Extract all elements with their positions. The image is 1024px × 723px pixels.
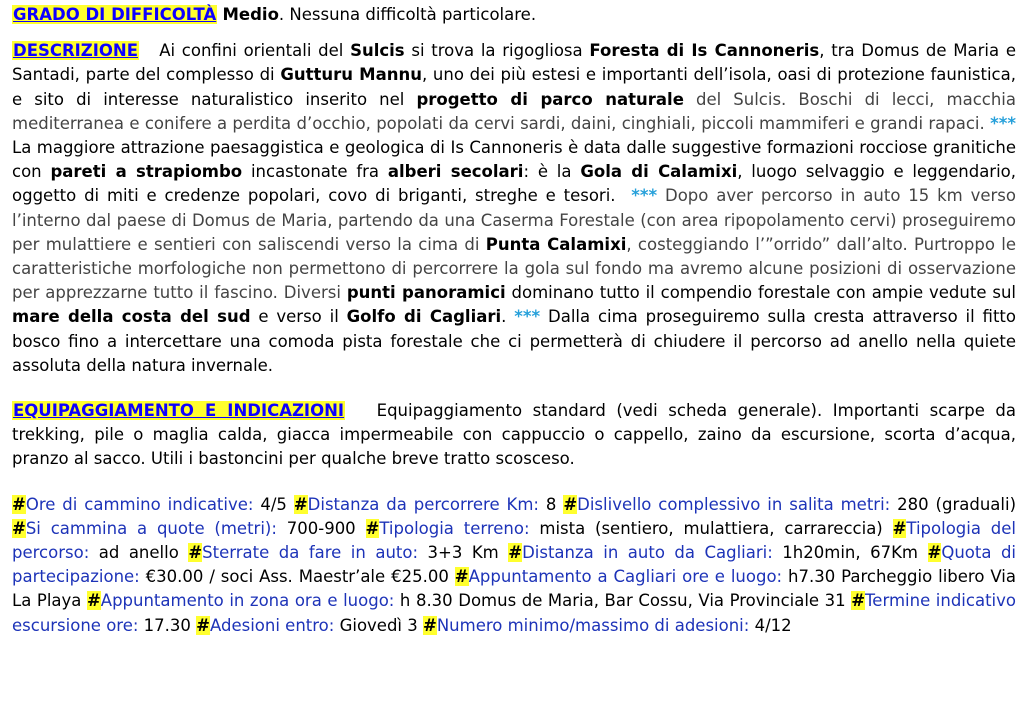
desc-text: , uno dei più estesi e importanti dell’isola, oasi di protezione faunistica, e sito di interesse naturalistico inserito nel bbox=[12, 65, 1016, 109]
info-value: 700-900 bbox=[276, 518, 366, 538]
separator-asterisks: *** bbox=[990, 113, 1017, 133]
info-value: 1h20min, 67Km bbox=[772, 543, 928, 563]
info-label: Appuntamento in zona ora e luogo: bbox=[100, 591, 395, 611]
hash-mark: # bbox=[196, 615, 210, 635]
grado-value: Medio bbox=[222, 5, 279, 24]
info-label: Termine indicativo escursione ore: bbox=[12, 591, 1016, 635]
info-label: Dislivello complessivo in salita metri: bbox=[577, 494, 891, 514]
hash-mark: # bbox=[423, 615, 437, 635]
hash-mark: # bbox=[365, 518, 380, 538]
info-value: mista (sentiero, mulattiera, carrareccia) bbox=[529, 518, 893, 538]
hash-mark: # bbox=[293, 494, 308, 514]
info-value: h 8.30 Domus de Maria, Bar Cossu, Via Provinciale 31 bbox=[394, 591, 852, 611]
info-label: Appuntamento a Cagliari ore e luogo: bbox=[468, 567, 783, 587]
desc-bold: progetto di parco naturale bbox=[416, 89, 684, 109]
document-page bbox=[12, 3, 1016, 638]
grado-paragraph bbox=[12, 3, 1016, 27]
hash-mark: # bbox=[454, 567, 469, 587]
info-label: Ore di cammino indicative: bbox=[25, 494, 254, 514]
info-value: 17.30 bbox=[138, 615, 197, 635]
info-label: Distanza in auto da Cagliari: bbox=[522, 543, 773, 563]
hash-mark: # bbox=[188, 543, 203, 563]
desc-bold: pareti a strapiombo bbox=[50, 162, 243, 182]
desc-text: , luogo selvaggio e leggendario, oggetto di miti e credenze popolari, covo di briganti, streghe e tesori. bbox=[12, 162, 1017, 206]
info-value: ad anello bbox=[89, 543, 189, 563]
info-label: Sterrate da fare in auto: bbox=[202, 543, 419, 563]
info-label: Distanza da percorrere Km: bbox=[307, 494, 539, 514]
hash-mark: # bbox=[86, 591, 101, 611]
desc-text: Dopo aver percorso in auto 15 km verso l’interno dal paese di Domus de Maria, partendo da una Caserma Forestale (con area ripopolamento cervi) proseguiremo per mulattiere e sentieri con saliscendi verso la cima di bbox=[12, 186, 1016, 254]
info-value: Giovedì 3 bbox=[334, 615, 423, 635]
hash-mark: # bbox=[892, 518, 907, 538]
desc-text: Ai confini orientali del bbox=[159, 41, 351, 61]
hash-mark: # bbox=[927, 543, 942, 563]
equipaggiamento-text: Equipaggiamento standard (vedi scheda generale). Importanti scarpe da trekking, pile o maglia calda, giacca impermeabile con cappuccio o cappello, zaino da escursione, scorta d’acqua, pranzo al sacco. Utili i bastoncini per qualche breve tratto scosceso. bbox=[12, 401, 1016, 469]
desc-text: La maggiore attrazione paesaggistica e geologica di Is Cannoneris è data dalle suggestive formazioni rocciose granitiche con bbox=[12, 138, 1016, 182]
hash-mark: # bbox=[563, 494, 578, 514]
desc-text: e verso il bbox=[250, 307, 347, 327]
info-value: 4/12 bbox=[749, 615, 792, 635]
desc-bold: mare della costa del sud bbox=[12, 307, 251, 327]
desc-text: : è la bbox=[523, 162, 581, 182]
info-label: Adesioni entro: bbox=[209, 615, 335, 635]
desc-text: . bbox=[501, 307, 515, 327]
desc-bold: Gutturu Mannu bbox=[280, 65, 422, 85]
separator-asterisks: *** bbox=[631, 186, 658, 206]
desc-text: incastonate fra bbox=[242, 162, 388, 182]
info-value: 280 (graduali) bbox=[890, 494, 1017, 514]
info-label: Si cammina a quote (metri): bbox=[25, 518, 277, 538]
hash-mark: # bbox=[508, 543, 523, 563]
desc-bold: Golfo di Cagliari bbox=[346, 307, 502, 327]
desc-bold: alberi secolari bbox=[387, 162, 524, 182]
desc-text: si trova la rigogliosa bbox=[404, 41, 590, 61]
info-label: Tipologia terreno: bbox=[379, 518, 530, 538]
info-value: 3+3 Km bbox=[418, 543, 509, 563]
desc-bold: Punta Calamixi bbox=[485, 234, 627, 254]
hash-mark: # bbox=[12, 494, 26, 514]
grado-text: . Nessuna difficoltà particolare. bbox=[278, 5, 537, 24]
desc-bold: Gola di Calamixi bbox=[580, 162, 738, 182]
separator-asterisks: *** bbox=[514, 307, 541, 327]
info-value: 8 bbox=[538, 494, 564, 514]
desc-bold: Foresta di Is Cannoneris bbox=[589, 41, 820, 61]
desc-bold: Sulcis bbox=[350, 41, 405, 61]
desc-text: , costeggiando l’”orrido” dall’alto. Purtroppo le caratteristiche morfologiche non permettono di percorrere la gola sul fondo ma avremo alcune posizioni di osservazione per apprezzarne tutto il fascino. Diversi bbox=[12, 234, 1016, 303]
desc-bold: punti panoramici bbox=[346, 283, 506, 303]
desc-text: dominano tutto il compendio forestale con ampie vedute sul bbox=[505, 283, 1016, 303]
info-label: Tipologia del percorso: bbox=[12, 518, 1016, 563]
descrizione-paragraph bbox=[12, 39, 1016, 378]
info-value: 4/5 bbox=[253, 494, 294, 514]
equipaggiamento-paragraph bbox=[12, 399, 1016, 472]
desc-text: Dalla cima proseguiremo sulla cresta attraverso il fitto bosco fino a intercettare una comoda pista forestale che ci permetterà di chiudere il percorso ad anello nella quiete assoluta della natura invernale. bbox=[12, 307, 1016, 375]
info-label: Quota di partecipazione: bbox=[12, 543, 1016, 587]
info-label: Numero minimo/massimo di adesioni: bbox=[436, 615, 750, 635]
info-block bbox=[12, 493, 1016, 638]
info-value: h7.30 Parcheggio libero Via La Playa bbox=[12, 567, 1016, 611]
desc-text: , tra Domus de Maria e Santadi, parte del complesso di bbox=[12, 41, 1016, 85]
desc-text: del Sulcis. Boschi di lecci, macchia mediterranea e conifere a perdita d’occhio, popolati da cervi sardi, daini, cinghiali, piccoli mammiferi e grandi rapaci. bbox=[12, 89, 1016, 133]
hash-mark: # bbox=[12, 518, 26, 538]
hash-mark: # bbox=[851, 591, 866, 611]
equipaggiamento-heading: EQUIPAGGIAMENTO E INDICAZIONI bbox=[13, 401, 345, 421]
descrizione-heading: DESCRIZIONE bbox=[13, 41, 139, 61]
grado-heading: GRADO DI DIFFICOLTÀ bbox=[13, 5, 217, 24]
info-value: €30.00 / soci Ass. Maestr’ale €25.00 bbox=[139, 567, 455, 587]
